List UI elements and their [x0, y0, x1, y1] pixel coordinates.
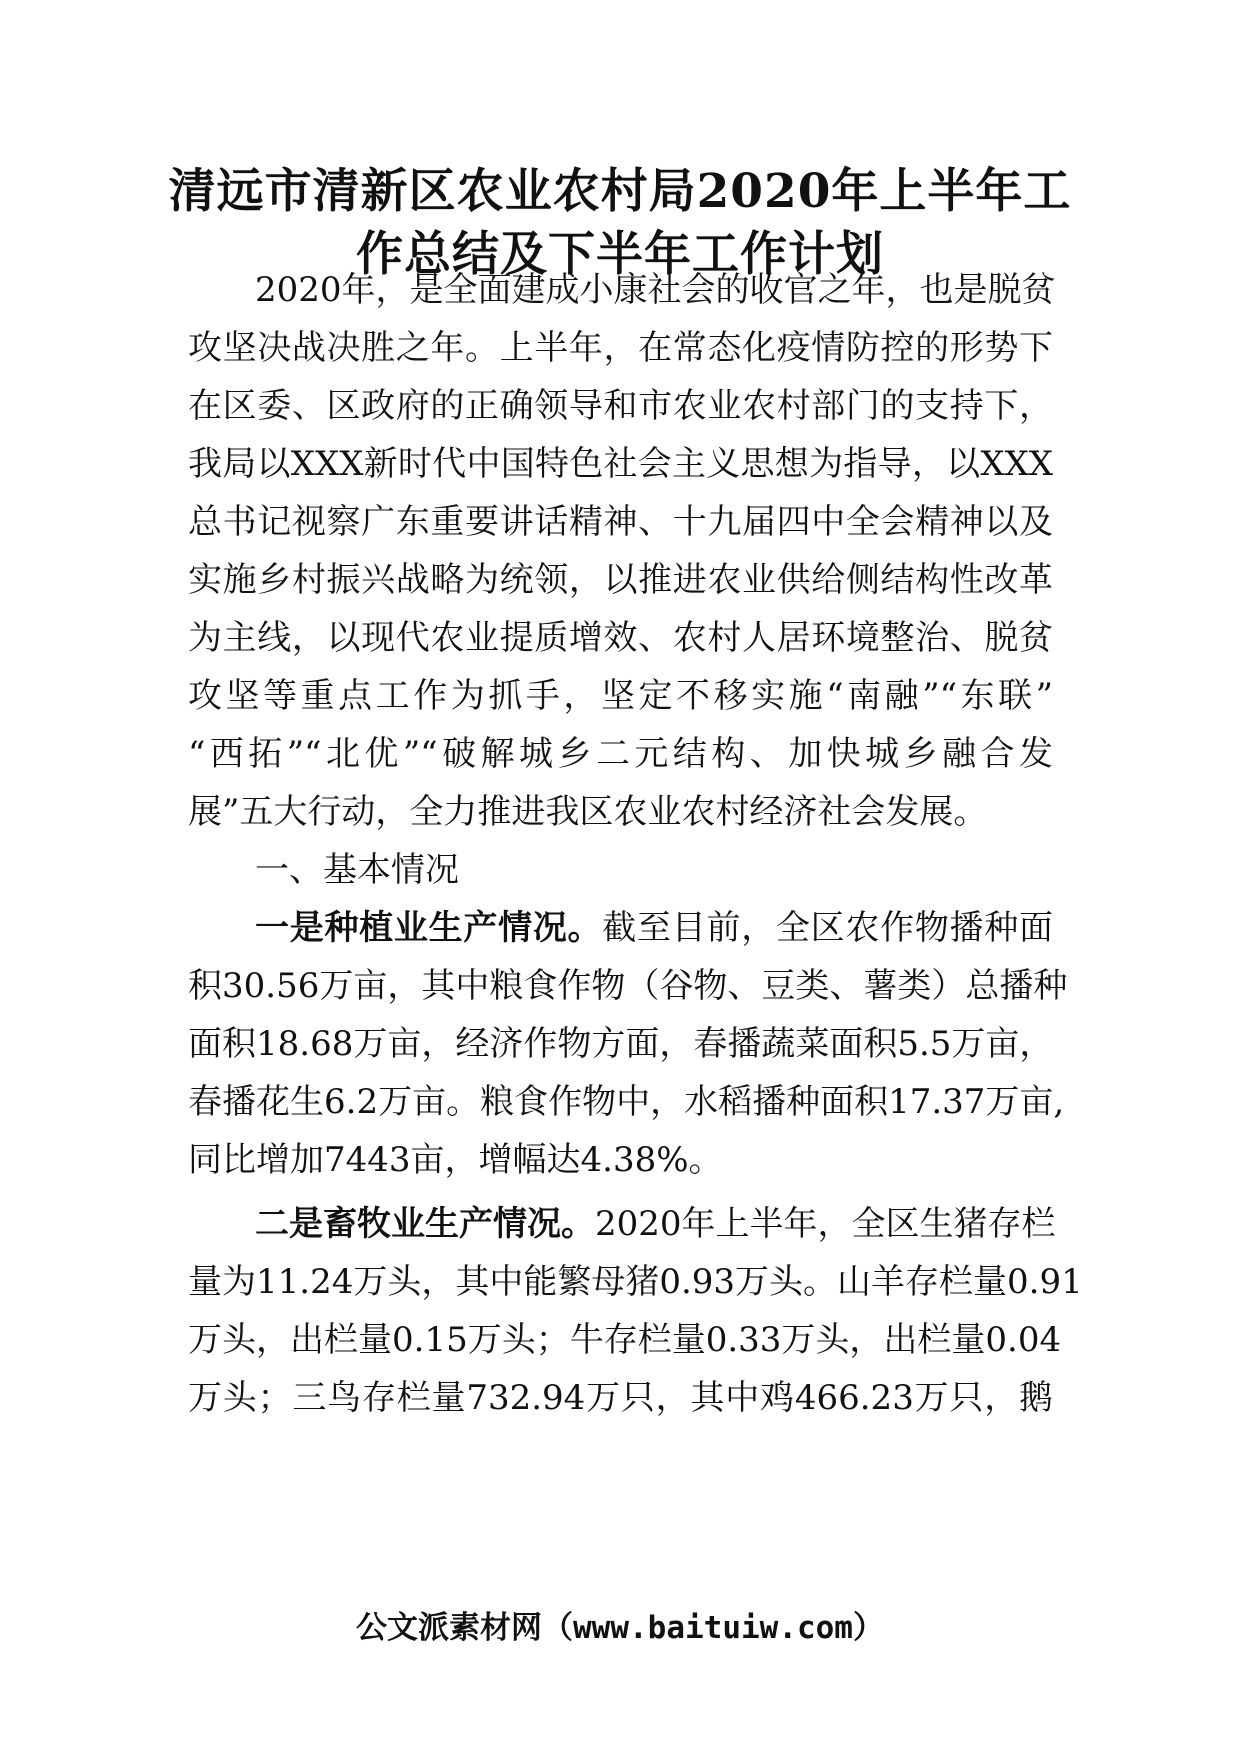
- para1-line: 春播花生6.2万亩。粮食作物中，水稻播种面积17.37万亩,: [188, 1082, 1065, 1122]
- para1-lead: 一是种植业生产情况。: [255, 908, 603, 948]
- para2-line: 万头，出栏量0.15万头；牛存栏量0.33万头，出栏量0.04: [188, 1320, 1062, 1360]
- para2-first-rest: 2020年上半年，全区生猪存栏: [595, 1204, 1056, 1244]
- intro-line: 展”五大行动，全力推进我区农业农村经济社会发展。: [188, 792, 988, 832]
- para1-first-line: [255, 906, 1053, 950]
- intro-line: 我局以XXX新时代中国特色社会主义思想为指导，以XXX: [188, 444, 1053, 484]
- intro-line: “西拓”“北优”“破解城乡二元结构、加快城乡融合发: [188, 734, 1053, 774]
- document-title-line-1: 清远市清新区农业农村局2020年上半年工: [168, 164, 1072, 219]
- document-title-line-2: 作总结及下半年工作计划: [356, 227, 884, 282]
- para2-line: 万头；三鸟存栏量732.94万只，其中鸡466.23万只，鹅: [188, 1378, 1053, 1418]
- intro-line: 攻坚决战决胜之年。上半年，在常态化疫情防控的形势下: [188, 328, 1053, 368]
- para2-first-line: [255, 1202, 1056, 1246]
- intro-line: 为主线，以现代农业提质增效、农村人居环境整治、脱贫: [188, 618, 1053, 658]
- footer-url: （www.baituiw.com）: [542, 1610, 884, 1646]
- intro-line: 总书记视察广东重要讲话精神、十九届四中全会精神以及: [188, 502, 1053, 542]
- intro-line: 实施乡村振兴战略为统领，以推进农业供给侧结构性改革: [188, 560, 1053, 600]
- footer-source: [0, 1608, 1240, 1648]
- para1-line: 面积18.68万亩，经济作物方面，春播蔬菜面积5.5万亩，: [188, 1024, 1054, 1064]
- intro-line: 在区委、区政府的正确领导和市农业农村部门的支持下，: [188, 386, 1053, 426]
- para2-lead: 二是畜牧业生产情况。: [255, 1204, 595, 1244]
- footer-label: 公文派素材网: [356, 1610, 543, 1646]
- intro-line: 2020年，是全面建成小康社会的收官之年，也是脱贫: [255, 270, 1056, 310]
- para1-line: 积30.56万亩，其中粮食作物（谷物、豆类、薯类）总播种: [188, 966, 1068, 1006]
- para1-line: 同比增加7443亩，增幅达4.38%。: [188, 1140, 723, 1180]
- intro-line: 攻坚等重点工作为抓手，坚定不移实施“南融”“东联”: [188, 676, 1053, 716]
- para2-line: 量为11.24万头，其中能繁母猪0.93万头。山羊存栏量0.91: [188, 1262, 1083, 1302]
- section-heading: 一、基本情况: [255, 850, 459, 890]
- para1-first-rest: 截至目前，全区农作物播种面: [602, 908, 1054, 948]
